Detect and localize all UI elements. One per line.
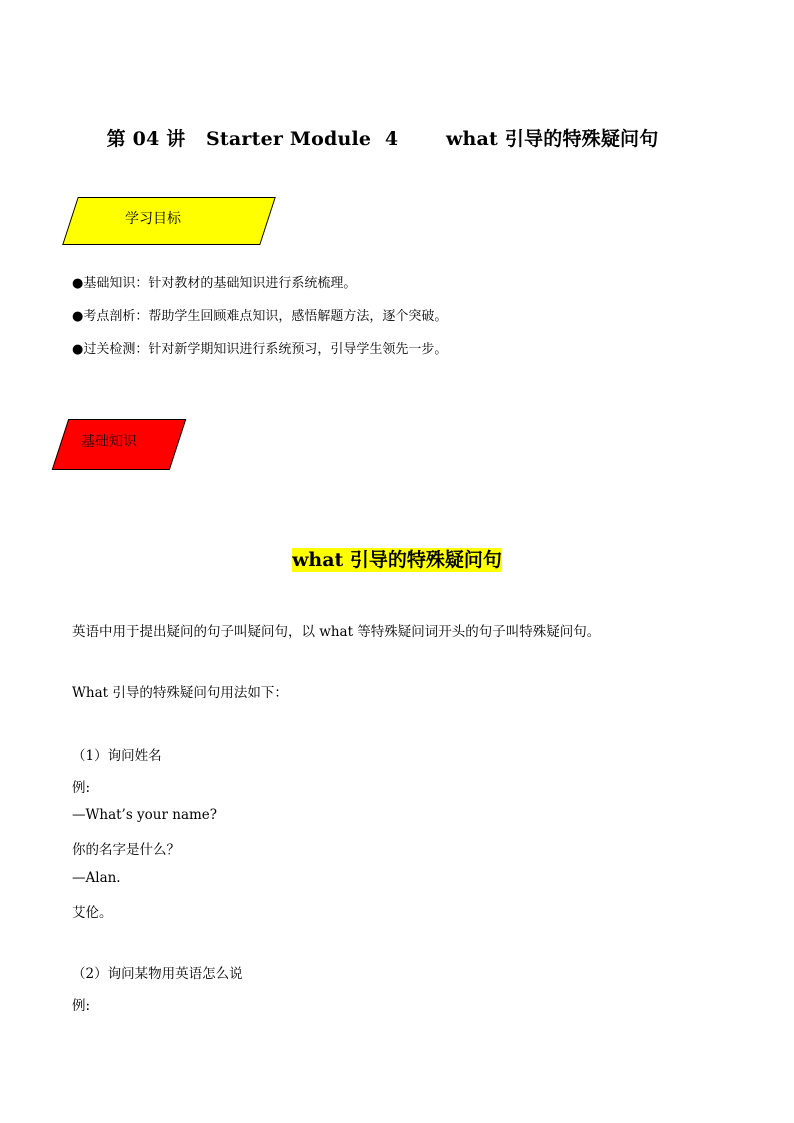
goal-item: ●过关检测：针对新学期知识进行系统预习，引导学生领先一步。	[72, 342, 448, 357]
item2-title: （2）询问某物用英语怎么说	[72, 966, 243, 982]
item1-answer-translation: 艾伦。	[72, 905, 113, 921]
item1-question: —What’s your name?	[72, 807, 218, 823]
item1-question-translation: 你的名字是什么？	[72, 842, 180, 858]
learning-goals-list	[72, 275, 447, 374]
basic-knowledge-label: 基础知识	[81, 434, 137, 450]
item2-example-label: 例:	[72, 998, 91, 1014]
section-heading-text: what 引导的特殊疑问句	[292, 549, 502, 571]
usage-paragraph: What 引导的特殊疑问句用法如下：	[72, 685, 288, 701]
goal-item: ●考点剖析：帮助学生回顾难点知识，感悟解题方法，逐个突破。	[72, 309, 448, 324]
item1-title: （1）询问姓名	[72, 748, 162, 764]
page-title	[93, 102, 658, 151]
lesson-number: 第 04 讲	[106, 128, 186, 150]
item1-example-label: 例:	[72, 780, 91, 796]
module-name: Starter Module 4	[205, 128, 399, 150]
learning-goals-label: 学习目标	[125, 211, 181, 227]
item1-answer: —Alan.	[72, 870, 121, 886]
intro-paragraph: 英语中用于提出疑问的句子叫疑问句，以 what 等特殊疑问词开头的句子叫特殊疑问句。	[72, 624, 601, 640]
section-heading	[0, 545, 794, 572]
goal-item: ●基础知识：针对教材的基础知识进行系统梳理。	[72, 276, 357, 291]
lesson-topic: what 引导的特殊疑问句	[445, 128, 659, 150]
